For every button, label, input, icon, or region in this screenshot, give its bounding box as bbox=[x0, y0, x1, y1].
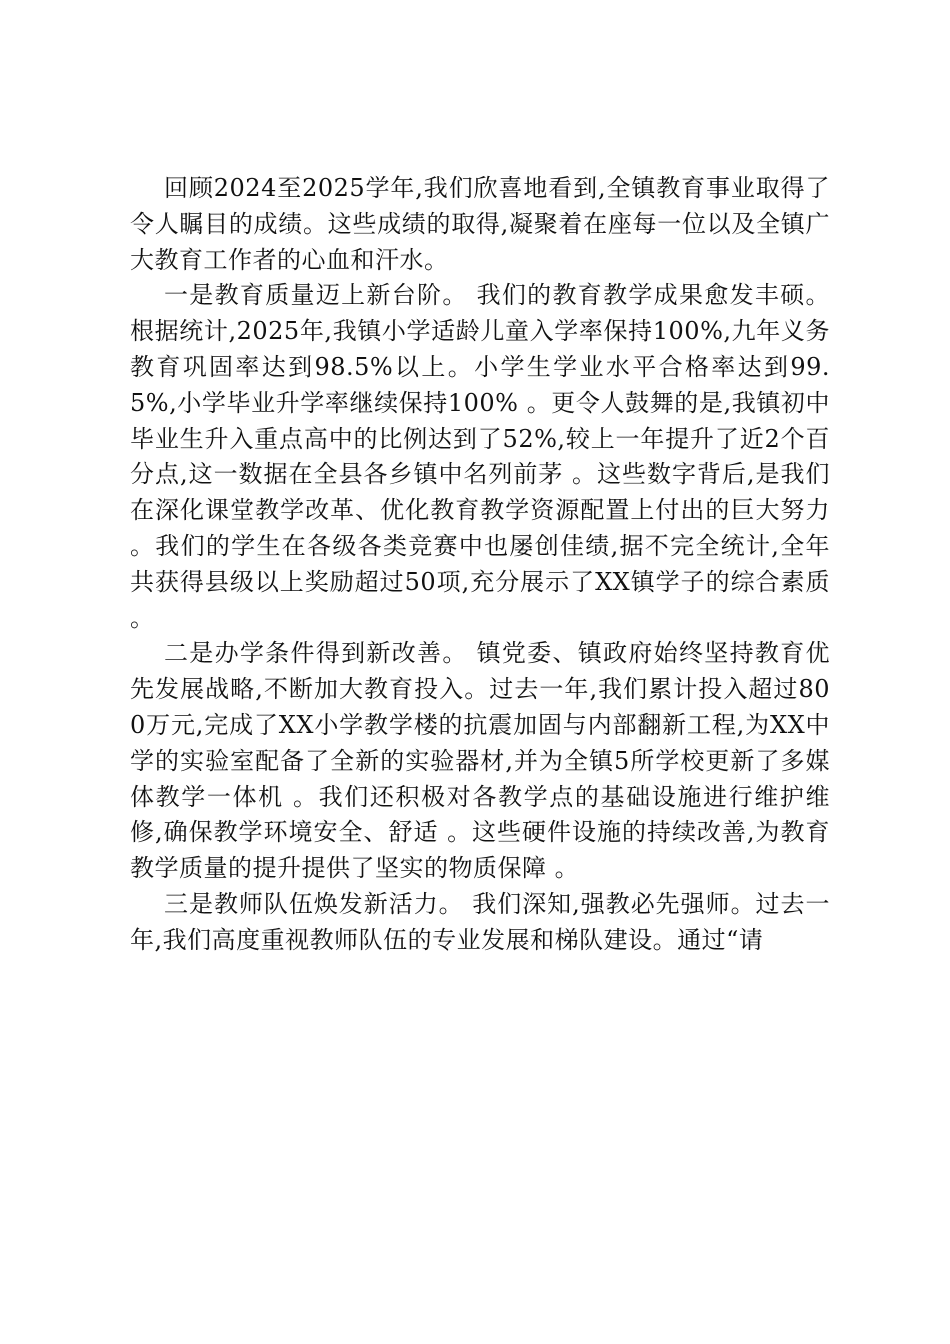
paragraph-lead: 二是办学条件得到新改善。 bbox=[164, 639, 468, 668]
paragraph-teacher-team bbox=[130, 887, 830, 959]
paragraph-body: 回顾2024至2025学年,我们欣喜地看到,全镇教育事业取得了令人瞩目的成绩。这些成绩的取得,凝聚着在座每一位以及全镇广大教育工作者的心血和汗水。 bbox=[130, 174, 830, 274]
document-page bbox=[130, 171, 830, 959]
paragraph-education-quality bbox=[130, 278, 830, 636]
paragraph-school-conditions bbox=[130, 636, 830, 887]
paragraph-lead: 一是教育质量迈上新台阶。 bbox=[164, 281, 468, 310]
paragraph-body: 我们深知,强教必先强师。过去一年,我们高度重视教师队伍的专业发展和梯队建设。通过“请 bbox=[130, 889, 831, 954]
paragraph-intro bbox=[130, 171, 830, 278]
paragraph-lead: 三是教师队伍焕发新活力。 bbox=[164, 889, 464, 918]
paragraph-body: 我们的教育教学成果愈发丰硕。根据统计,2025年,我镇小学适龄儿童入学率保持100%,九年义务教育巩固率达到98.5%以上。小学生学业水平合格率达到99.5%,小学毕业升学率继续保持100% 。更令人鼓舞的是,我镇初中毕业生升入重点高中的比例达到了52%,较上一年提升了近2个百分点,这一数据在全县各乡镇中名列前茅 。这些数字背后,是我们在深化课堂教学改革、优化教育教学资源配置上付出的巨大努力 。我们的学生在各级各类竞赛中也屡创佳绩,据不完全统计,全年共获得县级以上奖励超过50项,充分展示了XX镇学子的综合素质 。 bbox=[130, 281, 831, 632]
paragraph-body: 镇党委、镇政府始终坚持教育优先发展战略,不断加大教育投入。过去一年,我们累计投入超过800万元,完成了XX小学教学楼的抗震加固与内部翻新工程,为XX中学的实验室配备了全新的实验器材,并为全镇5所学校更新了多媒体教学一体机 。我们还积极对各教学点的基础设施进行维护维修,确保教学环境安全、舒适 。这些硬件设施的持续改善,为教育教学质量的提升提供了坚实的物质保障 。 bbox=[130, 639, 831, 883]
